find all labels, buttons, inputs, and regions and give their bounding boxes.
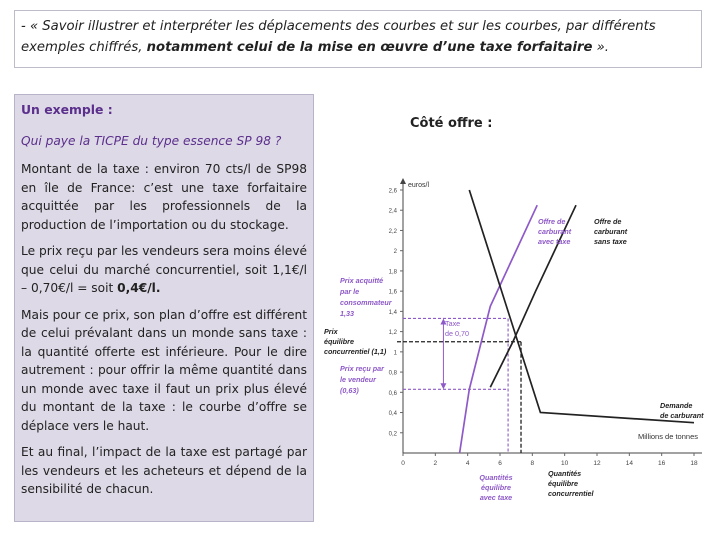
y-tick-label: 2 [393,249,397,256]
tax-arrow-head-down [440,383,446,389]
seller-price-paragraph [21,242,307,298]
x-tick-label: 2 [433,460,438,467]
intro-text-main: - « Savoir illustrer et interpréter les déplacements des courbes et sur les courbes, par différents exemples chiffrés, [21,19,656,55]
y-tick-label: 0,6 [388,390,397,397]
tax-amount-paragraph: Montant de la taxe : environ 70 cts/l de SP98 en île de France: c’est une taxe forfaitaire acquittée par les professionnels de la production de l’importation ou du stockage. [21,162,307,232]
x-tick-label: 10 [561,460,569,467]
y-tick-label: 2,2 [388,228,397,235]
label-qty-tax: Quantités équilibre avec taxe [479,473,513,502]
label-supply-without-tax: Offre de carburant sans taxe [594,217,628,246]
tax-supply-chart [316,168,720,510]
y-tick-label: 2,6 [388,188,397,195]
series-line-1 [460,205,538,453]
label-supply-with-tax: Offre de carburant avec taxe [538,217,572,246]
y-tick-label: 0,2 [388,431,397,438]
y-tick-label: 1 [393,350,397,357]
example-heading: Un exemple : [21,102,113,117]
series-line-3 [469,190,694,423]
intro-text-end: ». [592,40,609,55]
label-tax: Taxe de 0,70 [445,319,469,338]
label-demand: Demande de carburant [660,401,704,420]
conclusion-paragraph: Et au final, l’impact de la taxe est partagé par les vendeurs et les acheteurs et dépend de la sensibilité de chacun. [21,445,307,496]
seller-price-value: 0,4€/l. [117,281,161,295]
supply-shift-paragraph: Mais pour ce prix, son plan d’offre est différent de celui prévalant dans un monde sans taxe : la quantité offerte est inférieure. Pour le dire autrement : pour offrir la même quantité dans un monde avec taxe il faut un prix plus élevé du montant de la taxe : le courbe d’offre se déplace vers le haut. [21,307,307,433]
x-tick-label: 0 [401,460,405,467]
example-question: Qui paye la TICPE du type essence SP 98 ? [21,133,282,148]
x-axis-label: Millions de tonnes [637,432,698,441]
y-axis-label: euros/l [408,182,430,189]
y-tick-label: 1,2 [388,330,397,337]
intro-text-bold: notamment celui de la mise en œuvre d’une taxe forfaitaire [146,40,593,55]
y-tick-label: 1,6 [388,289,397,296]
y-tick-label: 1,4 [388,309,397,316]
y-tick-label: 2,4 [388,208,397,215]
x-tick-label: 18 [690,460,698,467]
supply-side-title: Côté offre : [410,116,493,131]
x-tick-label: 8 [530,460,535,467]
y-tick-label: 0,4 [388,411,397,418]
example-panel [14,94,314,522]
label-qty-competitive: Quantités équilibre concurrentiel [548,469,594,498]
y-tick-label: 1,8 [388,269,397,276]
label-competitive-price: Prix équilibre concurrentiel (1,1) [324,327,387,356]
x-tick-label: 4 [465,460,470,467]
x-tick-label: 14 [625,460,633,467]
y-axis-arrow [400,178,406,184]
x-tick-label: 16 [658,460,666,467]
y-tick-label: 0,8 [388,370,397,377]
intro-text [14,10,702,68]
label-seller-price: Prix reçu par le vendeur (0,63) [340,364,384,395]
x-tick-label: 12 [593,460,601,467]
seller-price-text: Le prix reçu par les vendeurs sera moins élevé que celui du marché concurrentiel, soit 1,1€/l – 0,70€/l = soit [21,244,307,295]
label-buyer-price: Prix acquitté par le consommateur 1,33 [340,276,392,318]
x-tick-label: 6 [498,460,502,467]
